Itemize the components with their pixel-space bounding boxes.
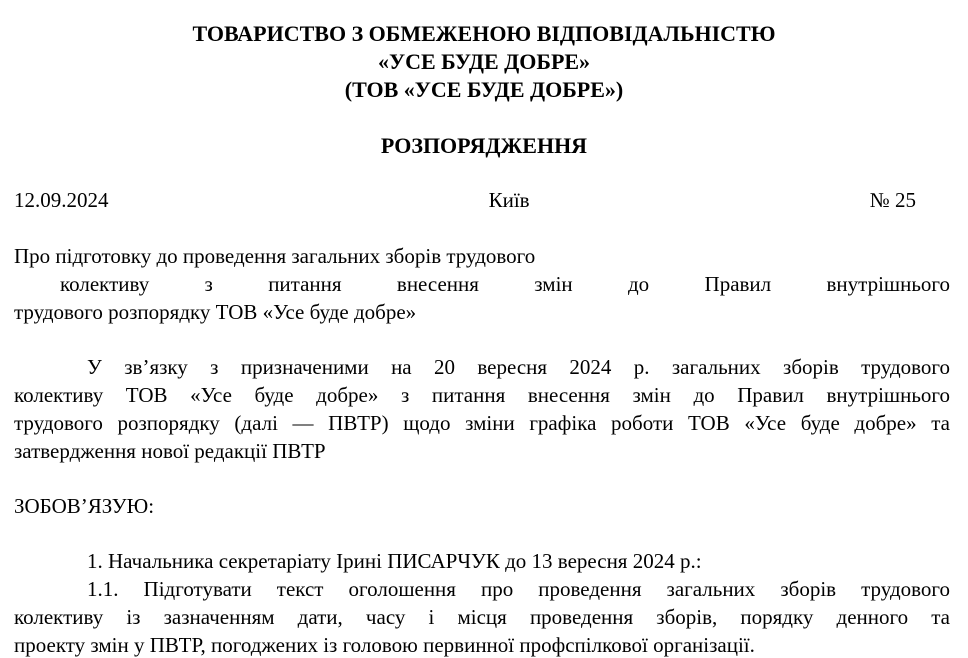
document-date: 12.09.2024: [14, 188, 109, 212]
document-number: № 25: [869, 188, 916, 212]
subject-line2: колективу з питання внесення змін до Правил внутрішнього: [60, 272, 950, 296]
obligate-heading: ЗОБОВ’ЯЗУЮ:: [14, 494, 155, 518]
org-name-line1: ТОВАРИСТВО З ОБМЕЖЕНОЮ ВІДПОВІДАЛЬНІСТЮ: [192, 21, 776, 46]
subject-line3: трудового розпорядку ТОВ «Усе буде добре»: [14, 300, 417, 324]
document-meta-row: [14, 187, 916, 213]
item-1: 1. Начальника секретаріату Ірині ПИСАРЧУК до 13 вересня 2024 р.:: [87, 549, 702, 573]
document-city: Київ: [488, 188, 530, 212]
org-name-line2: «УСЕ БУДЕ ДОБРЕ»: [377, 49, 591, 74]
org-short-name: (ТОВ «УСЕ БУДЕ ДОБРЕ»): [344, 77, 624, 102]
item-1-1-line2: колективу із зазначенням дати, часу і місця проведення зборів, порядку денного та: [14, 605, 950, 629]
preamble-line2: колективу ТОВ «Усе буде добре» з питання внесення змін до Правил внутрішнього: [14, 383, 950, 407]
preamble-line1: У зв’язку з призначеними на 20 вересня 2024 р. загальних зборів трудового: [87, 355, 950, 379]
item-1-1-line1: 1.1. Підготувати текст оголошення про проведення загальних зборів трудового: [87, 577, 950, 601]
document-type-title: РОЗПОРЯДЖЕННЯ: [380, 133, 588, 158]
preamble-line4: затвердження нової редакції ПВТР: [14, 439, 326, 463]
item-1-1-line3: проекту змін у ПВТР, погоджених із головою первинної профспілкової організації.: [14, 633, 755, 657]
preamble-line3: трудового розпорядку (далі — ПВТР) щодо зміни графіка роботи ТОВ «Усе буде добре» та: [14, 411, 950, 435]
subject-line1: Про підготовку до проведення загальних зборів трудового: [14, 244, 536, 268]
